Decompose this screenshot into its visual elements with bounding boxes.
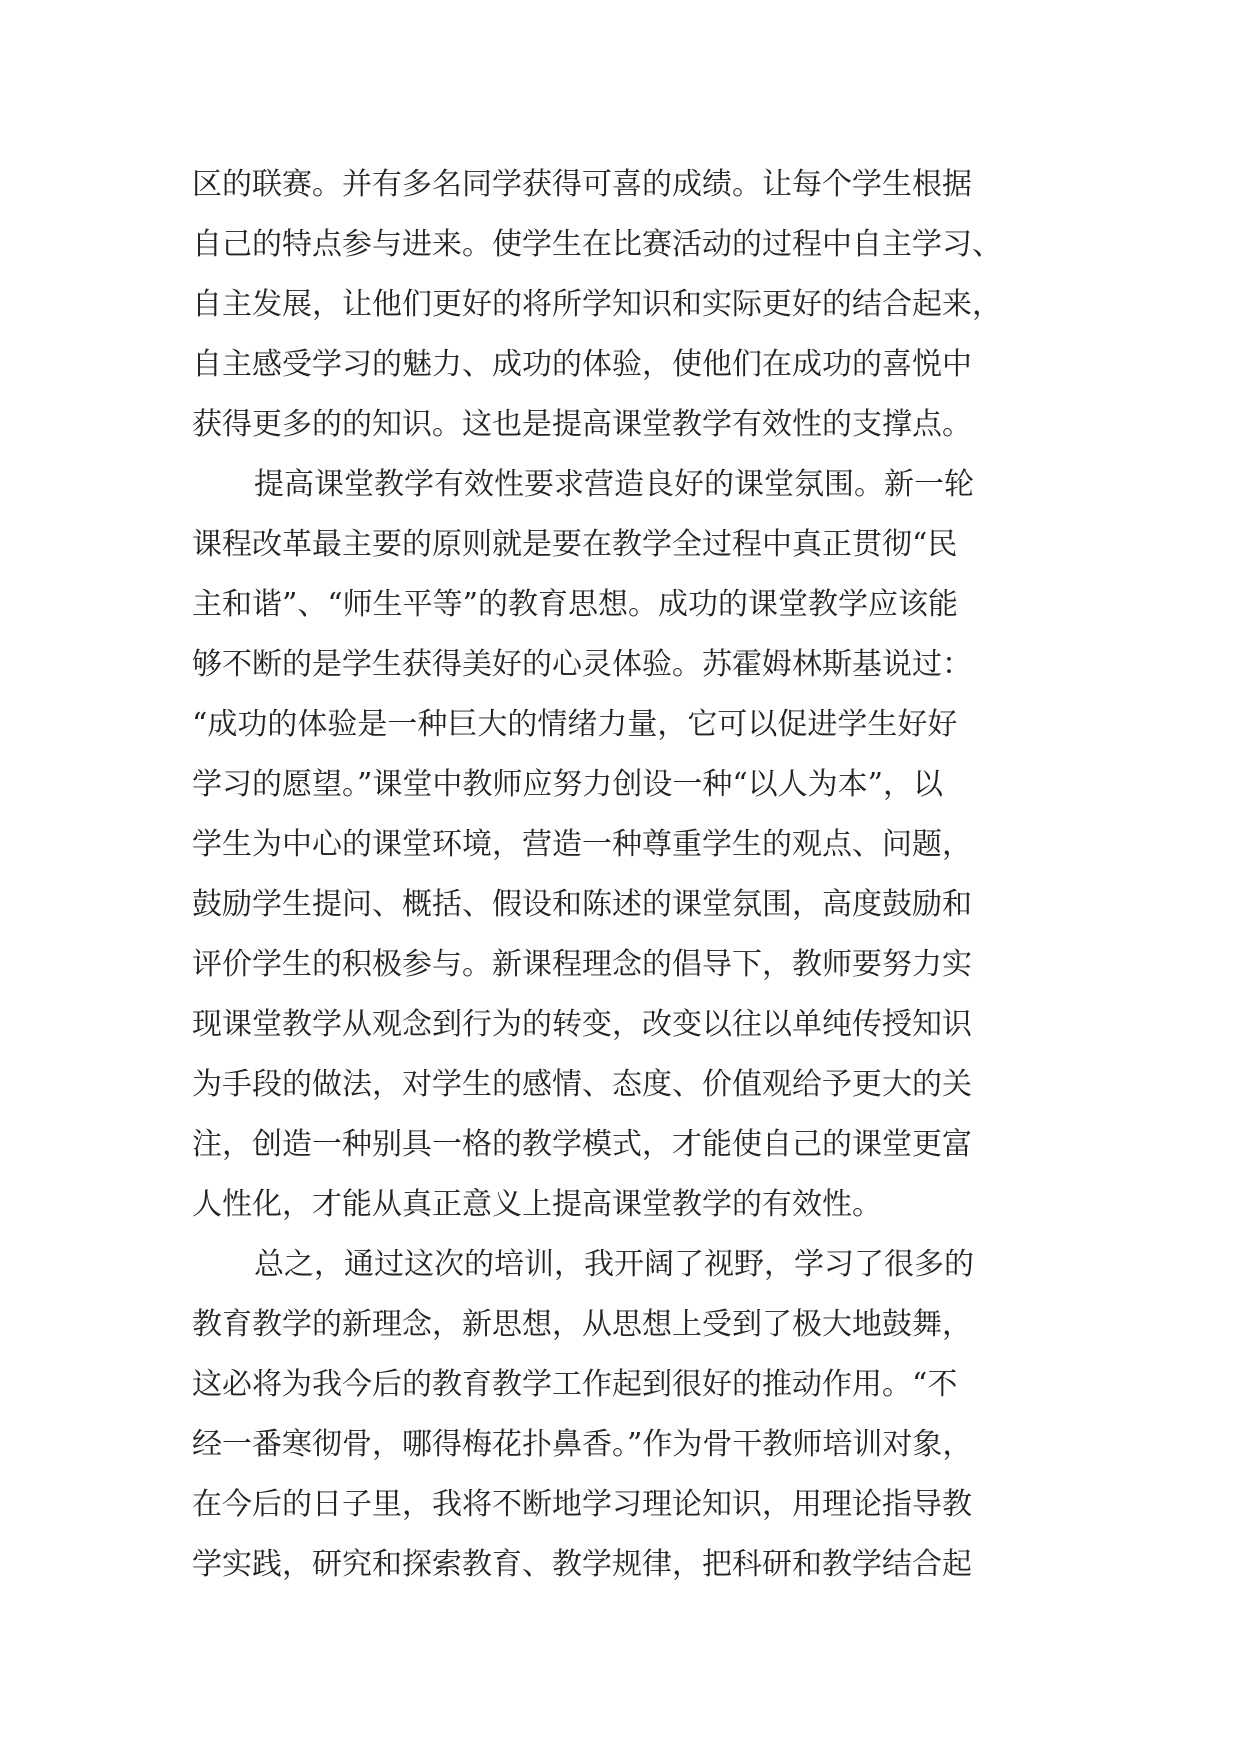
text-line: 主和谐”、“师生平等”的教育思想。成功的课堂教学应该能 bbox=[192, 587, 959, 622]
text-line: 评价学生的积极参与。新课程理念的倡导下，教师要努力实 bbox=[192, 947, 972, 982]
text-line: 学习的愿望。”课堂中教师应努力创设一种“以人为本”，以 bbox=[192, 767, 944, 802]
text-line: 区的联赛。并有多名同学获得可喜的成绩。让每个学生根据 bbox=[192, 167, 972, 202]
text-line: 课程改革最主要的原则就是要在教学全过程中真正贯彻“民 bbox=[192, 527, 958, 562]
paragraph-first-line: 总之，通过这次的培训，我开阔了视野，学习了很多的 bbox=[254, 1247, 974, 1282]
text-line: 自己的特点参与进来。使学生在比赛活动的过程中自主学习、 bbox=[192, 227, 1002, 262]
text-line: 学生为中心的课堂环境，营造一种尊重学生的观点、问题， bbox=[192, 827, 972, 862]
text-line: 这必将为我今后的教育教学工作起到很好的推动作用。“不 bbox=[192, 1367, 958, 1402]
text-line: 自主发展，让他们更好的将所学知识和实际更好的结合起来， bbox=[192, 287, 1002, 322]
text-line: 教育教学的新理念，新思想，从思想上受到了极大地鼓舞， bbox=[192, 1307, 972, 1342]
text-line: 鼓励学生提问、概括、假设和陈述的课堂氛围，高度鼓励和 bbox=[192, 887, 972, 922]
text-line: 够不断的是学生获得美好的心灵体验。苏霍姆林斯基说过： bbox=[192, 647, 972, 682]
text-line: 经一番寒彻骨，哪得梅花扑鼻香。”作为骨干教师培训对象， bbox=[192, 1427, 973, 1462]
text-line: 现课堂教学从观念到行为的转变，改变以往以单纯传授知识 bbox=[192, 1007, 972, 1042]
text-line: “成功的体验是一种巨大的情绪力量，它可以促进学生好好 bbox=[192, 707, 958, 742]
text-line: 注，创造一种别具一格的教学模式，才能使自己的课堂更富 bbox=[192, 1127, 972, 1162]
text-line: 获得更多的的知识。这也是提高课堂教学有效性的支撑点。 bbox=[192, 407, 972, 442]
paragraph-first-line: 提高课堂教学有效性要求营造良好的课堂氛围。新一轮 bbox=[254, 467, 974, 502]
text-line: 为手段的做法，对学生的感情、态度、价值观给予更大的关 bbox=[192, 1067, 972, 1102]
text-line: 学实践，研究和探索教育、教学规律，把科研和教学结合起 bbox=[192, 1547, 972, 1582]
text-line: 在今后的日子里，我将不断地学习理论知识，用理论指导教 bbox=[192, 1487, 972, 1522]
text-line: 人性化，才能从真正意义上提高课堂教学的有效性。 bbox=[192, 1187, 882, 1222]
text-line: 自主感受学习的魅力、成功的体验，使他们在成功的喜悦中 bbox=[192, 347, 972, 382]
